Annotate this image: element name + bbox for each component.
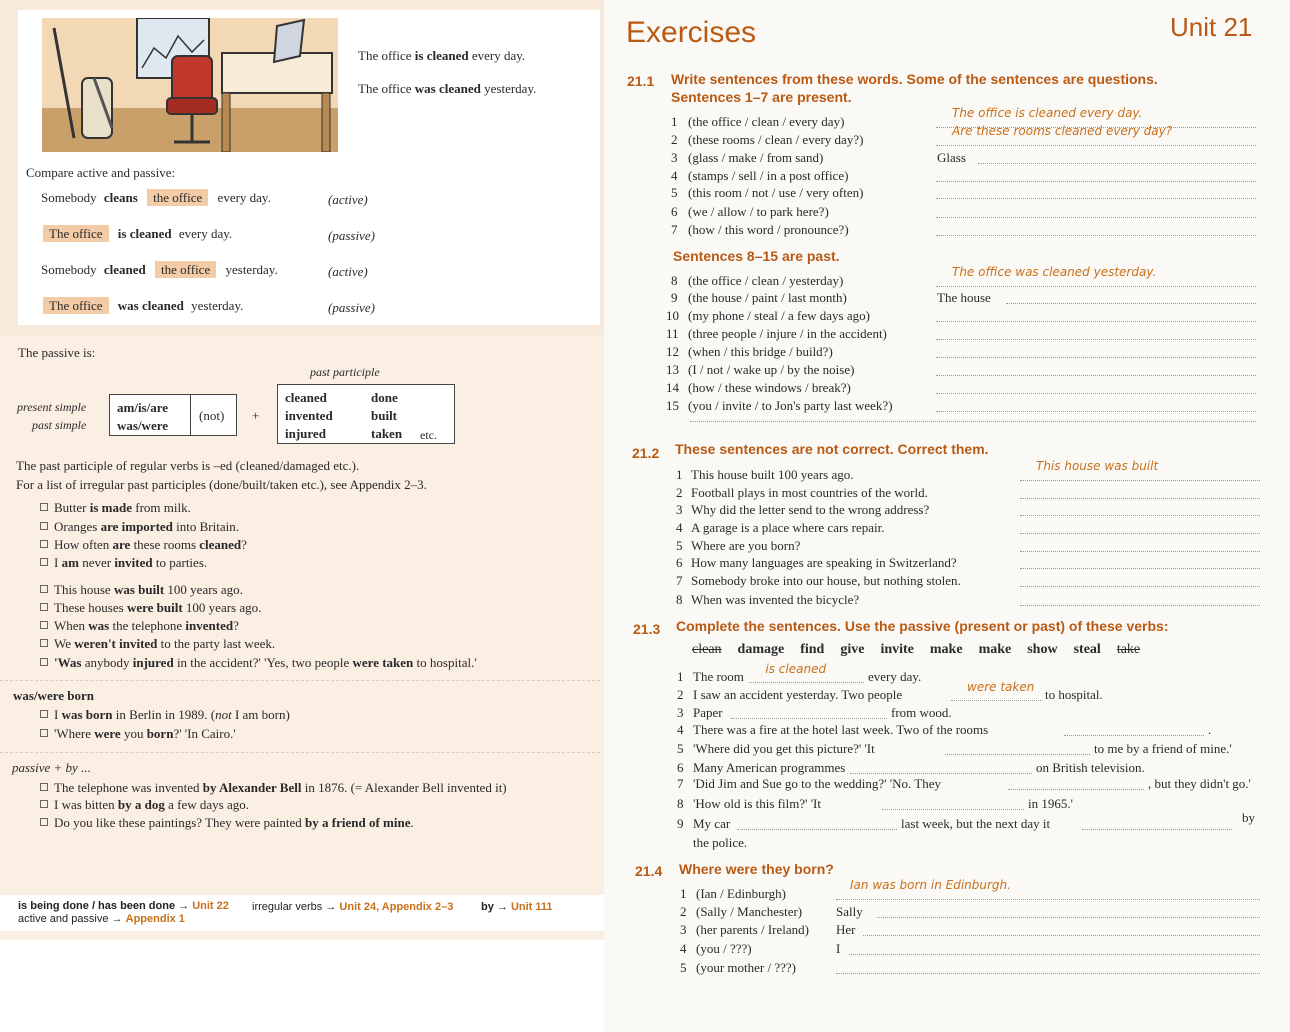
footer-ref-4: active and passive → Appendix 1	[18, 913, 185, 925]
item-sentence: Football plays in most countries of the world.	[691, 485, 928, 500]
verb-chip: clean	[692, 642, 722, 657]
item-prompt: (how / this word / pronounce?)	[688, 222, 849, 237]
handwritten-answer: were taken	[967, 680, 1035, 694]
item-number: 15	[666, 398, 679, 413]
sentence-part: in 1965.'	[1028, 796, 1073, 811]
verb-chip: make	[929, 642, 963, 657]
item-number: 9	[671, 290, 678, 305]
item-number: 6	[671, 204, 678, 219]
answer-line[interactable]	[936, 217, 1256, 218]
answer-prefix: The house	[937, 290, 991, 305]
item-prompt: (these rooms / clean / every day?)	[688, 132, 864, 147]
passive-is-heading: The passive is:	[18, 345, 96, 360]
item-prompt: (glass / make / from sand)	[688, 150, 824, 165]
grammar-page	[0, 0, 604, 1032]
answer-line[interactable]	[731, 718, 888, 719]
item-number: 3	[671, 150, 678, 165]
pp-etc: etc.	[420, 428, 437, 442]
compare-row-2: The office is cleaned every day.	[43, 226, 232, 242]
answer-line[interactable]	[1020, 515, 1260, 516]
item-number: 8	[677, 796, 684, 811]
ex1-number: 21.1	[627, 73, 655, 89]
answer-line[interactable]	[1020, 605, 1260, 606]
plus-sign: +	[252, 408, 260, 423]
handwritten-answer: The office is cleaned every day.	[952, 106, 1143, 120]
item-prompt: (how / these windows / break?)	[688, 380, 851, 395]
separator	[0, 680, 600, 681]
answer-line[interactable]	[1020, 498, 1260, 499]
pp1-1: cleaned	[285, 390, 327, 405]
verb-chip: make	[978, 642, 1012, 657]
ex2-instruction: These sentences are not correct. Correct them.	[675, 441, 989, 457]
ex3-number: 21.3	[633, 621, 661, 637]
office-illustration	[42, 18, 338, 152]
sentence-part: The room	[693, 669, 744, 684]
item-number: 8	[671, 273, 678, 288]
sentence-part: Paper	[693, 705, 723, 720]
sentence-part: 'Did Jim and Sue go to the wedding?' 'No. They	[693, 776, 941, 791]
example-is-cleaned: The office is cleaned every day.	[358, 48, 526, 63]
verb-chip: give	[840, 642, 865, 657]
item-prompt: (when / this bridge / build?)	[688, 344, 833, 359]
row-label-present: present simple	[17, 400, 87, 414]
answer-line[interactable]	[936, 235, 1256, 236]
answer-line[interactable]	[1064, 735, 1204, 736]
sentence-part: from wood.	[891, 705, 952, 720]
answer-prefix: Her	[836, 922, 856, 937]
answer-line[interactable]	[1020, 568, 1260, 569]
answer-line[interactable]	[690, 421, 1256, 422]
page-title: Exercises	[626, 16, 757, 49]
answer-prefix: Sally	[836, 904, 863, 919]
by-heading: passive + by ...	[12, 760, 91, 775]
handwritten-answer: The office was cleaned yesterday.	[952, 265, 1157, 279]
sentence-part: I saw an accident yesterday. Two people	[693, 687, 903, 702]
pp-note-2: For a list of irregular past participles (done/built/taken etc.), see Appendix 2–3.	[16, 477, 427, 492]
item-number: 8	[676, 592, 683, 607]
answer-line[interactable]	[936, 145, 1256, 146]
sentence-part: on British television.	[1036, 760, 1145, 775]
verb-chip: take	[1116, 642, 1141, 657]
list-item: The telephone was invented by Alexander Bell in 1876. (= Alexander Bell invented it)	[40, 780, 507, 796]
example-was-cleaned: The office was cleaned yesterday.	[358, 81, 537, 96]
item-sentence: When was invented the bicycle?	[691, 592, 860, 607]
sentence-part: .	[1208, 722, 1212, 737]
footer-ref-1: is being done / has been done → Unit 22	[18, 900, 229, 912]
compare-tag-2: (passive)	[328, 228, 375, 243]
pp-note-1: The past participle of regular verbs is –ed (cleaned/damaged etc.).	[16, 458, 360, 473]
compare-row-4: The office was cleaned yesterday.	[43, 298, 243, 314]
item-number: 4	[671, 168, 678, 183]
item-prompt: (you / ???)	[696, 941, 752, 956]
answer-line[interactable]	[936, 411, 1256, 412]
answer-line[interactable]	[951, 700, 1041, 701]
answer-line[interactable]	[945, 754, 1090, 755]
sentence-part: to hospital.	[1045, 687, 1103, 702]
ex3-instruction: Complete the sentences. Use the passive (present or past) of these verbs:	[676, 618, 1169, 634]
compare-heading: Compare active and passive:	[26, 165, 176, 180]
sentence-part: by	[1242, 810, 1255, 825]
list-item: This house was built 100 years ago.	[40, 582, 243, 598]
pp1-2: invented	[285, 408, 333, 423]
be-present: am/is/are	[117, 400, 169, 415]
sentence-part: There was a fire at the hotel last week. Two of the rooms	[693, 722, 989, 737]
answer-line[interactable]	[737, 829, 897, 830]
answer-line[interactable]	[936, 339, 1256, 340]
exercises-page	[604, 0, 1290, 1032]
answer-line[interactable]	[936, 198, 1256, 199]
item-prompt: (this room / not / use / very often)	[688, 185, 864, 200]
handwritten-answer: Ian was born in Edinburgh.	[850, 878, 1011, 892]
item-prompt: (you / invite / to Jon's party last week?)	[688, 398, 893, 413]
be-divider	[190, 394, 191, 436]
item-number: 6	[677, 760, 684, 775]
answer-line[interactable]	[936, 181, 1256, 182]
ex1-subheading-present: Sentences 1–7 are present.	[671, 89, 852, 105]
answer-line[interactable]	[1008, 789, 1144, 790]
answer-line[interactable]	[978, 163, 1256, 164]
ex1-subheading-past: Sentences 8–15 are past.	[673, 248, 840, 264]
item-number: 3	[680, 922, 687, 937]
item-number: 6	[676, 555, 683, 570]
verb-chip: invite	[880, 642, 914, 657]
answer-line[interactable]	[749, 682, 864, 683]
answer-line[interactable]	[936, 286, 1256, 287]
list-item: These houses were built 100 years ago.	[40, 600, 261, 616]
item-prompt: (your mother / ???)	[696, 960, 796, 975]
answer-prefix: Glass	[937, 150, 966, 165]
verb-chip: damage	[737, 642, 785, 657]
answer-line[interactable]	[1020, 586, 1260, 587]
item-number: 13	[666, 362, 679, 377]
item-prompt: (the house / paint / last month)	[688, 290, 847, 305]
list-item: I was bitten by a dog a few days ago.	[40, 797, 249, 813]
item-number: 5	[677, 741, 684, 756]
item-sentence: A garage is a place where cars repair.	[691, 520, 885, 535]
list-item: When was the telephone invented?	[40, 618, 239, 634]
answer-line[interactable]	[836, 899, 1260, 900]
list-item: Do you like these paintings? They were painted by a friend of mine.	[40, 815, 414, 831]
list-item: We weren't invited to the party last week.	[40, 636, 275, 652]
answer-prefix: I	[836, 941, 841, 956]
item-number: 1	[680, 886, 687, 901]
answer-line[interactable]	[877, 917, 1260, 918]
answer-line[interactable]	[1020, 480, 1260, 481]
item-prompt: (Ian / Edinburgh)	[696, 886, 787, 901]
pp2-3: taken	[371, 426, 403, 441]
compare-tag-3: (active)	[328, 264, 368, 279]
verb-chip: show	[1027, 642, 1058, 657]
item-number: 5	[671, 185, 678, 200]
verb-chip: steal	[1073, 642, 1101, 657]
ex4-number: 21.4	[635, 863, 663, 879]
answer-line[interactable]	[1082, 829, 1232, 830]
row-label-past: past simple	[32, 418, 87, 432]
list-item: Butter is made from milk.	[40, 500, 191, 516]
sentence-part: , but they didn't go.'	[1148, 776, 1251, 791]
list-item: I am never invited to parties.	[40, 555, 207, 571]
item-prompt: (my phone / steal / a few days ago)	[688, 308, 870, 323]
answer-line[interactable]	[882, 809, 1024, 810]
compare-row-3: Somebody cleaned the office yesterday.	[41, 262, 278, 277]
item-prompt: (three people / injure / in the accident)	[688, 326, 887, 341]
answer-line[interactable]	[836, 973, 1260, 974]
handwritten-answer: is cleaned	[765, 662, 827, 676]
answer-line[interactable]	[1020, 551, 1260, 552]
item-number: 2	[680, 904, 687, 919]
compare-tag-4: (passive)	[328, 300, 375, 315]
not-label: (not)	[199, 408, 225, 423]
sentence-part: 'Where did you get this picture?' 'It	[693, 741, 875, 756]
handwritten-answer: Are these rooms cleaned every day?	[952, 124, 1173, 138]
list-item: 'Where were you born?' 'In Cairo.'	[40, 726, 236, 742]
compare-tag-1: (active)	[328, 192, 368, 207]
sentence-part: the police.	[693, 835, 748, 850]
item-number: 5	[680, 960, 687, 975]
footer-ref-2: irregular verbs → Unit 24, Appendix 2–3	[252, 901, 454, 913]
handwritten-answer: This house was built	[1036, 459, 1159, 473]
list-item: How often are these rooms cleaned?	[40, 537, 247, 553]
item-prompt: (I / not / wake up / by the noise)	[688, 362, 855, 377]
item-prompt: (we / allow / to park here?)	[688, 204, 829, 219]
answer-line[interactable]	[1006, 303, 1256, 304]
ex1-instruction: Write sentences from these words. Some of the sentences are questions.	[671, 71, 1158, 87]
item-number: 14	[666, 380, 679, 395]
verb-chip: find	[800, 642, 825, 657]
answer-line[interactable]	[936, 357, 1256, 358]
item-number: 2	[671, 132, 678, 147]
item-prompt: (stamps / sell / in a post office)	[688, 168, 849, 183]
born-heading: was/were born	[13, 688, 95, 703]
pp2-2: built	[371, 408, 398, 423]
answer-line[interactable]	[936, 393, 1256, 394]
item-prompt: (the office / clean / yesterday)	[688, 273, 844, 288]
item-number: 1	[676, 467, 683, 482]
separator	[0, 752, 600, 753]
list-item: 'Was anybody injured in the accident?' 'Yes, two people were taken to hospital.'	[40, 655, 477, 671]
item-sentence: Where are you born?	[691, 538, 801, 553]
item-number: 3	[676, 502, 683, 517]
item-number: 11	[666, 326, 679, 341]
compare-row-1: Somebody cleans the office every day.	[41, 190, 271, 205]
sentence-part: to me by a friend of mine.'	[1094, 741, 1232, 756]
item-number: 3	[677, 705, 684, 720]
item-sentence: Why did the letter send to the wrong address?	[691, 502, 930, 517]
item-prompt: (the office / clean / every day)	[688, 114, 845, 129]
item-sentence: This house built 100 years ago.	[691, 467, 854, 482]
sentence-part: 'How old is this film?' 'It	[693, 796, 821, 811]
pp1-3: injured	[285, 426, 326, 441]
footer-ref-3: by → Unit 111	[481, 901, 553, 913]
answer-line[interactable]	[863, 935, 1260, 936]
item-number: 7	[676, 573, 683, 588]
sentence-part: last week, but the next day it	[901, 816, 1051, 831]
ex4-instruction: Where were they born?	[679, 861, 834, 877]
list-item: Oranges are imported into Britain.	[40, 519, 239, 535]
item-prompt: (her parents / Ireland)	[696, 922, 809, 937]
item-number: 10	[666, 308, 679, 323]
item-number: 9	[677, 816, 684, 831]
be-past: was/were	[117, 418, 169, 433]
answer-line[interactable]	[850, 773, 1032, 774]
unit-label: Unit 21	[1170, 12, 1253, 42]
ex2-number: 21.2	[632, 445, 660, 461]
item-number: 4	[680, 941, 687, 956]
sentence-part: every day.	[868, 669, 922, 684]
item-number: 4	[677, 722, 684, 737]
pp2-1: done	[371, 390, 398, 405]
item-number: 2	[676, 485, 683, 500]
item-number: 2	[677, 687, 684, 702]
item-sentence: How many languages are speaking in Switzerland?	[691, 555, 957, 570]
item-prompt: (Sally / Manchester)	[696, 904, 803, 919]
item-number: 1	[677, 669, 684, 684]
pp-label: past participle	[310, 365, 380, 379]
item-number: 7	[677, 776, 684, 791]
sentence-part: My car	[693, 816, 731, 831]
item-number: 12	[666, 344, 679, 359]
item-number: 1	[671, 114, 678, 129]
item-number: 5	[676, 538, 683, 553]
item-number: 4	[676, 520, 683, 535]
item-number: 7	[671, 222, 678, 237]
answer-line[interactable]	[936, 375, 1256, 376]
answer-line[interactable]	[849, 954, 1260, 955]
answer-line[interactable]	[936, 321, 1256, 322]
sentence-part: Many American programmes	[693, 760, 846, 775]
item-sentence: Somebody broke into our house, but nothing stolen.	[691, 573, 961, 588]
answer-line[interactable]	[1020, 533, 1260, 534]
list-item: I was born in Berlin in 1989. (not I am born)	[40, 707, 290, 723]
verb-list	[692, 642, 1156, 658]
